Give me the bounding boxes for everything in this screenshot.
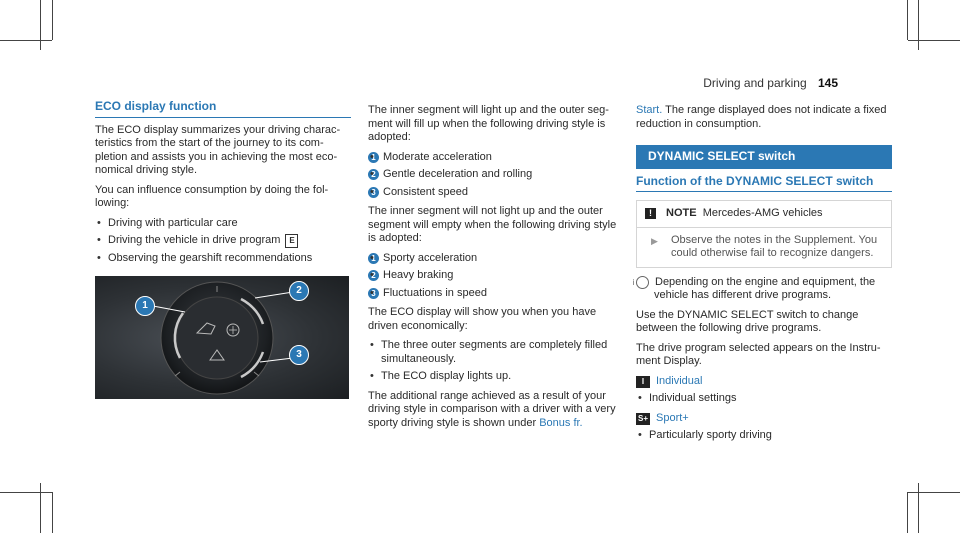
- paragraph: The drive program selected appears on the Instru- ment Display.: [636, 341, 881, 367]
- info-icon: i: [636, 276, 649, 289]
- crop-mark: [0, 492, 52, 493]
- list-item: • The ECO display lights up.: [368, 370, 621, 384]
- eco-display-dial: [95, 276, 349, 399]
- numbered-list: [368, 151, 621, 200]
- crop-mark: [0, 40, 52, 41]
- arrow-icon: ▶: [651, 235, 658, 246]
- bonus-link[interactable]: Bonus fr.: [539, 416, 583, 429]
- number-badge: 3: [368, 187, 379, 198]
- program-heading: [636, 375, 892, 389]
- bullet-list: [636, 429, 892, 443]
- paragraph: Start. The range displayed does not indicate a fixed reduction in consumption.: [636, 104, 887, 130]
- list-item: • Observing the gearshift recommendations: [95, 252, 351, 266]
- sub-heading: Function of the DYNAMIC SELECT switch: [636, 175, 892, 193]
- paragraph: Use the DYNAMIC SELECT switch to change between the following drive programs.: [636, 308, 859, 334]
- section-bar-heading: DYNAMIC SELECT switch: [636, 145, 892, 169]
- section-heading: ECO display function: [95, 100, 351, 118]
- paragraph: The additional range achieved as a result of your driving style in comparison with a driver with a very sporty driving style is shown under Bonus fr.: [368, 389, 616, 429]
- program-name: Sport+: [656, 411, 689, 424]
- crop-mark: [52, 0, 53, 40]
- individual-program-icon: I: [636, 376, 650, 388]
- paragraph: You can influence consumption by doing the fol- lowing:: [95, 183, 329, 209]
- section-title: Driving and parking: [703, 76, 807, 90]
- list-item: • Driving with particular care: [95, 217, 351, 231]
- bullet-list: [95, 217, 351, 266]
- note-box: [636, 200, 892, 268]
- page-number: 145: [817, 76, 838, 90]
- bullet-list: [368, 339, 621, 384]
- page-header: [703, 76, 838, 90]
- crop-mark: [918, 0, 919, 50]
- number-badge: 1: [368, 152, 379, 163]
- column-2: [368, 100, 621, 436]
- number-badge: 2: [368, 169, 379, 180]
- callout-1: 1: [135, 296, 155, 316]
- number-badge: 3: [368, 288, 379, 299]
- callout-2: 2: [289, 281, 309, 301]
- list-item: • 1 Moderate acceleration: [368, 151, 621, 165]
- crop-mark: [40, 483, 41, 533]
- list-item: • The three outer segments are completely filled simultaneously.: [368, 339, 621, 366]
- paragraph: The ECO display summarizes your driving charac- teristics from the start of the journey to its com- pletion and assists you in achieving the most eco- nomical driving style.: [95, 123, 341, 176]
- crop-mark: [907, 492, 908, 533]
- list-item: • Driving the vehicle in drive program E: [95, 234, 351, 248]
- program-name: Individual: [656, 374, 703, 387]
- list-item: • 2 Heavy braking: [368, 269, 621, 283]
- bullet-list: [636, 392, 892, 406]
- callout-3: 3: [289, 345, 309, 365]
- program-heading: [636, 412, 892, 426]
- list-item: • 2 Gentle deceleration and rolling: [368, 168, 621, 182]
- number-badge: 1: [368, 253, 379, 264]
- column-1: [95, 100, 351, 399]
- sport-plus-program-icon: S+: [637, 413, 648, 423]
- paragraph: The ECO display will show you when you have driven economically:: [368, 306, 597, 332]
- list-item: • 3 Fluctuations in speed: [368, 287, 621, 301]
- numbered-list: [368, 252, 621, 301]
- crop-mark: [52, 492, 53, 533]
- paragraph: The inner segment will not light up and the outer segment will empty when the following driving style is adopted:: [368, 205, 617, 244]
- eco-display-figure: [95, 276, 349, 399]
- crop-mark: [908, 40, 960, 41]
- crop-mark: [40, 0, 41, 50]
- drive-program-e-icon: E: [285, 234, 298, 248]
- paragraph: The inner segment will light up and the outer seg- ment will fill up when the following driving style is adopted:: [368, 104, 609, 143]
- list-item: • Individual settings: [636, 392, 892, 406]
- warning-icon: !: [645, 208, 656, 219]
- note-header: ! NOTE Mercedes-AMG vehicles: [637, 201, 891, 228]
- info-paragraph: i Depending on the engine and equipment, the vehicle has different drive programs.: [632, 275, 876, 301]
- crop-mark: [908, 492, 960, 493]
- number-badge: 2: [368, 270, 379, 281]
- start-link[interactable]: Start.: [636, 104, 663, 116]
- column-3: [632, 100, 892, 447]
- crop-mark: [907, 0, 908, 40]
- list-item: • 1 Sporty acceleration: [368, 252, 621, 266]
- note-body: ▶ Observe the notes in the Supplement. You could otherwise fail to recognize dangers.: [651, 233, 878, 259]
- list-item: • 3 Consistent speed: [368, 186, 621, 200]
- crop-mark: [918, 483, 919, 533]
- list-item: • Particularly sporty driving: [636, 429, 892, 443]
